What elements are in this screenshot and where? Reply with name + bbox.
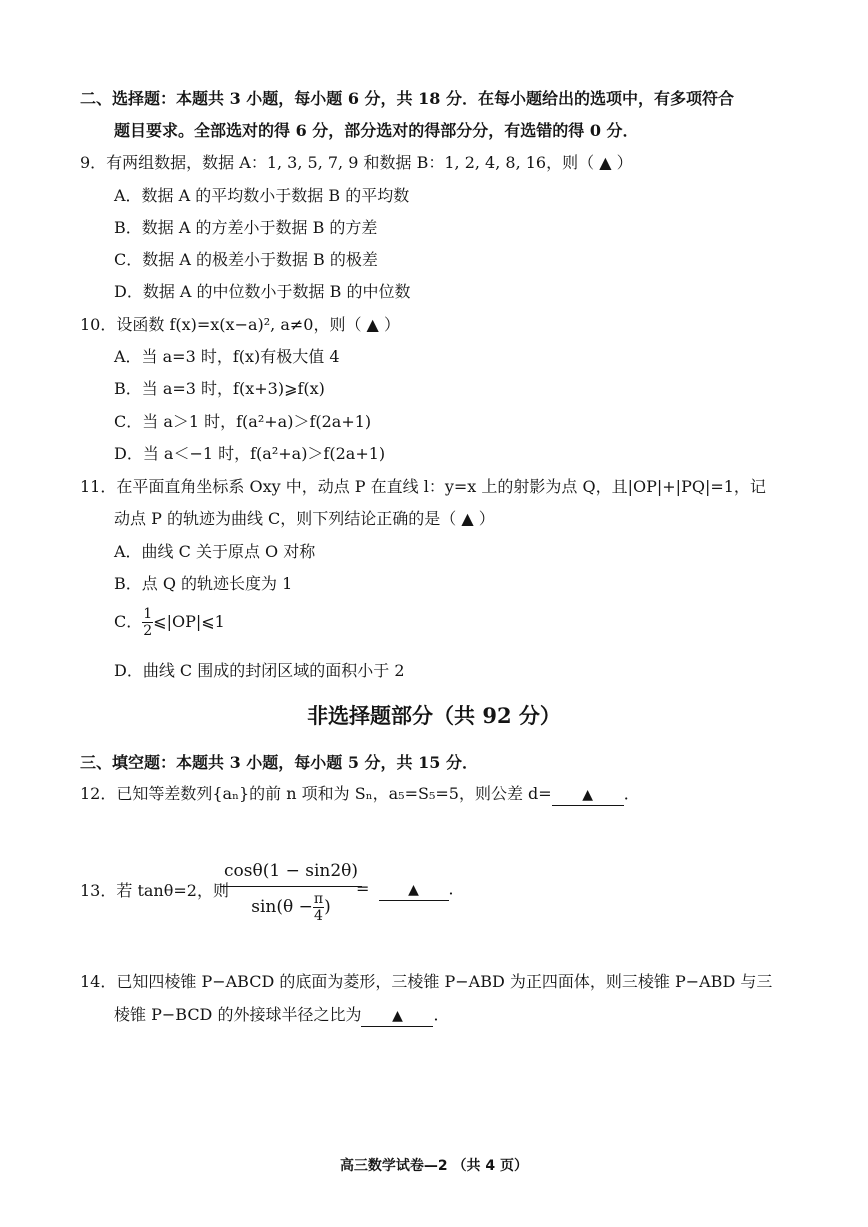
q13-equals: =	[356, 879, 370, 898]
q13-numerator: cosθ(1 − sin2θ)	[220, 858, 362, 887]
q9-option-d: D．数据 A 的中位数小于数据 B 的中位数	[114, 282, 411, 301]
q13-fraction	[220, 858, 362, 924]
q10-option-a: A．当 a=3 时，f(x)有极大值 4	[114, 347, 340, 366]
q11-option-c-rest: ⩽|OP|⩽1	[153, 612, 225, 631]
q13-denominator	[220, 887, 362, 924]
pi-denominator: 4	[314, 908, 323, 924]
fraction-denominator: 2	[143, 623, 153, 639]
q9-option-b: B．数据 A 的方差小于数据 B 的方差	[114, 218, 378, 237]
page-footer: 高三数学试卷—2 （共 4 页）	[339, 1158, 529, 1174]
q10-option-c: C．当 a＞1 时，f(a²+a)＞f(2a+1)	[114, 412, 372, 431]
q11-option-c	[114, 606, 225, 639]
fraction-numerator: 1	[143, 606, 153, 622]
q11-option-a: A．曲线 C 关于原点 O 对称	[114, 542, 316, 561]
section2-header-line1: 二、选择题：本题共 3 小题，每小题 6 分，共 18 分．在每小题给出的选项中，有多项符合	[80, 89, 734, 108]
q9-option-c: C．数据 A 的极差小于数据 B 的极差	[114, 250, 378, 269]
q12-answer-blank	[552, 784, 624, 806]
q10-option-d: D．当 a＜−1 时，f(a²+a)＞f(2a+1)	[114, 444, 386, 463]
q13-answer-blank	[379, 879, 449, 901]
triangle-icon: ▲	[392, 1008, 403, 1024]
triangle-icon: ▲	[408, 882, 419, 898]
q11-stem-line2: 动点 P 的轨迹为曲线 C，则下列结论正确的是（ ▲ ）	[114, 509, 495, 528]
q9-option-a: A．数据 A 的平均数小于数据 B 的平均数	[114, 186, 410, 205]
section2-header-line2: 题目要求。全部选对的得 6 分，部分选对的得部分分，有选错的得 0 分．	[114, 121, 639, 140]
q9-stem: 9．有两组数据，数据 A：1, 3, 5, 7, 9 和数据 B：1, 2, 4, 8, 16，则（ ▲ ）	[80, 153, 633, 172]
q14-end: ．	[433, 1005, 450, 1024]
q12-stem: 12．已知等差数列{aₙ}的前 n 项和为 Sₙ，a₅=S₅=5，则公差 d=	[80, 784, 552, 803]
q11-option-b: B．点 Q 的轨迹长度为 1	[114, 574, 293, 593]
q10-option-b: B．当 a=3 时，f(x+3)⩾f(x)	[114, 379, 325, 398]
pi-numerator: π	[313, 891, 324, 907]
q13-denominator-pre: sin(θ −	[251, 897, 313, 917]
q11-option-c-label: C．	[114, 612, 143, 631]
q13-end: ．	[448, 879, 465, 898]
part2-title: 非选择题部分（共 92 分）	[307, 703, 561, 728]
q14-line1: 14．已知四棱锥 P−ABCD 的底面为菱形，三棱锥 P−ABD 为正四面体，则三棱锥 P−ABD 与三	[80, 972, 773, 991]
triangle-icon: ▲	[582, 787, 594, 803]
q14-line2-text: 棱锥 P−BCD 的外接球半径之比为	[114, 1005, 362, 1024]
section3-header: 三、填空题：本题共 3 小题，每小题 5 分，共 15 分．	[80, 753, 478, 772]
q11-option-d: D．曲线 C 围成的封闭区域的面积小于 2	[114, 661, 405, 680]
q12-end: ．	[623, 784, 640, 803]
q13-denominator-post: )	[324, 897, 331, 917]
q14-answer-blank	[361, 1005, 433, 1027]
q12	[80, 783, 640, 806]
pi-over-four	[313, 891, 324, 924]
q10-stem: 10．设函数 f(x)=x(x−a)², a≠0，则（ ▲ ）	[80, 315, 400, 334]
q14-line2	[114, 1004, 450, 1027]
q11-stem-line1: 11．在平面直角坐标系 Oxy 中，动点 P 在直线 l：y=x 上的射影为点 Q，且|OP|+|PQ|=1，记	[80, 477, 766, 496]
q13-prefix: 13．若 tanθ=2，则	[80, 881, 229, 900]
q11-option-c-fraction	[142, 606, 153, 639]
q13-tail	[356, 878, 465, 901]
